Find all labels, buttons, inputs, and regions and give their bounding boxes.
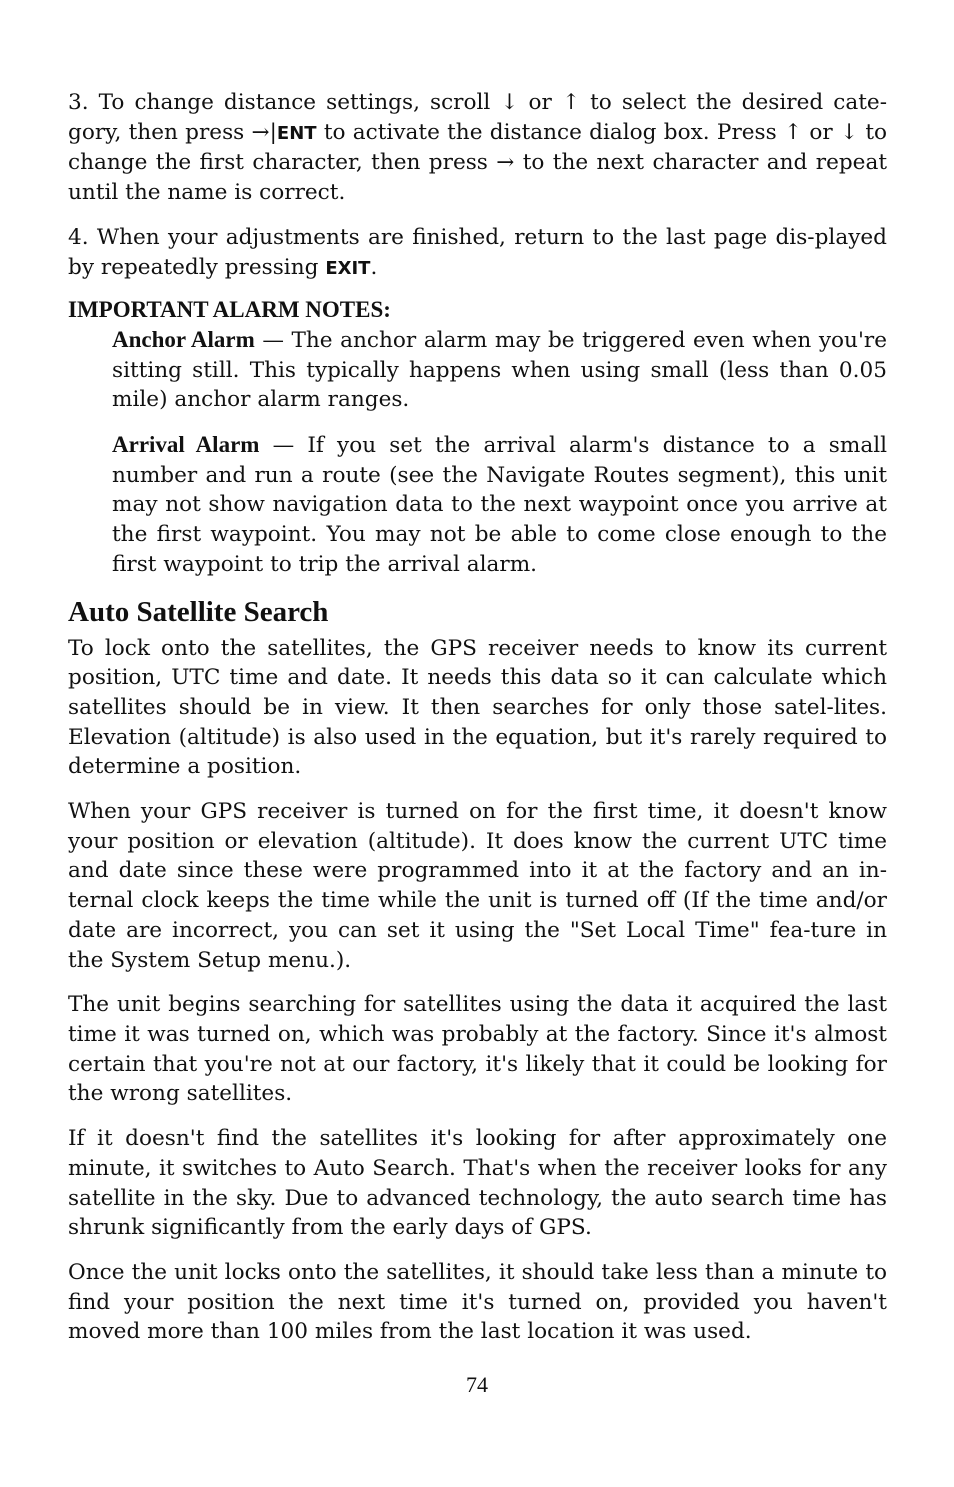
arrow-right-bar-icon: →| (251, 119, 277, 145)
manual-page (68, 88, 887, 1347)
arrival-alarm-term: Arrival Alarm (112, 432, 260, 458)
arrow-down-icon: ↓ (500, 90, 519, 115)
arrow-down-icon: ↓ (839, 119, 859, 145)
body-paragraph: The unit begins searching for satellites using the data it acquired the last time it was turned on, which was probably at the factory. Since it's almost certain that you're not at our factory, it's likely that it could be looking for the wrong satellites. (68, 992, 887, 1107)
body-paragraph: If it doesn't find the satellites it's looking for after approximately one minute, it switches to Auto Search. That's when the receiver looks for any satellite in the sky. Due to advanced technology, the auto search time has shrunk significantly from the early days of GPS. (68, 1126, 887, 1241)
step-4-paragraph: 4. When your adjustments are finished, return to the last page dis-played by repeatedly pressing EXIT. (68, 224, 887, 280)
body-paragraph: Once the unit locks onto the satellites, it should take less than a minute to find your position the next time it's turned on, provided you haven't moved more than 100 miles from the last location it was used. (68, 1259, 887, 1345)
exit-key-label: EXIT (325, 257, 371, 279)
arrow-up-icon: ↑ (561, 90, 581, 115)
arrow-up-icon: ↑ (784, 119, 803, 145)
body-paragraph: When your GPS receiver is turned on for the first time, it doesn't know your position or elevation (altitude). It does know the current UTC time and date since these were programmed into it at the factory and an in-ternal clock keeps the time while the unit is turned off (If the time and/or date are incorrect, you can set it using the "Set Local Time" fea-ture in the System Setup menu.). (68, 799, 887, 973)
anchor-alarm-term: Anchor Alarm (112, 326, 255, 352)
ent-key-label: ENT (276, 122, 317, 144)
body-paragraph: To lock onto the satellites, the GPS receiver needs to know its current position, UTC time and date. It needs this data so it can calculate which satellites should be in view. It then searches for only those satel-lites. Elevation (altitude) is also used in the equation, but it's rarely required to determine a position. (68, 635, 887, 780)
section-heading: Auto Satellite Search (68, 595, 329, 628)
notes-heading: IMPORTANT ALARM NOTES: (68, 297, 391, 323)
step-3-paragraph: 3. To change distance settings, scroll ↓ or ↑ to select the desired cate-gory, then press →|ENT to activate the distance dialog box. Press ↑ or ↓ to change the first character, then press → to the next character and repeat until the name is correct. (68, 90, 888, 206)
page-number: 74 (466, 1372, 488, 1397)
arrow-right-icon: → (496, 150, 515, 176)
anchor-alarm-note: Anchor Alarm — The anchor alarm may be triggered even when you're sitting still. This typically happens when using small (less than 0.05 mile) anchor alarm ranges. (112, 326, 887, 413)
arrival-alarm-note: Arrival Alarm — If you set the arrival alarm's distance to a small number and run a route (see the Navigate Routes segment), this unit may not show navigation data to the next waypoint once you arrive at the first waypoint. You may not be able to come close enough to the first waypoint to trip the arrival alarm. (112, 432, 888, 577)
